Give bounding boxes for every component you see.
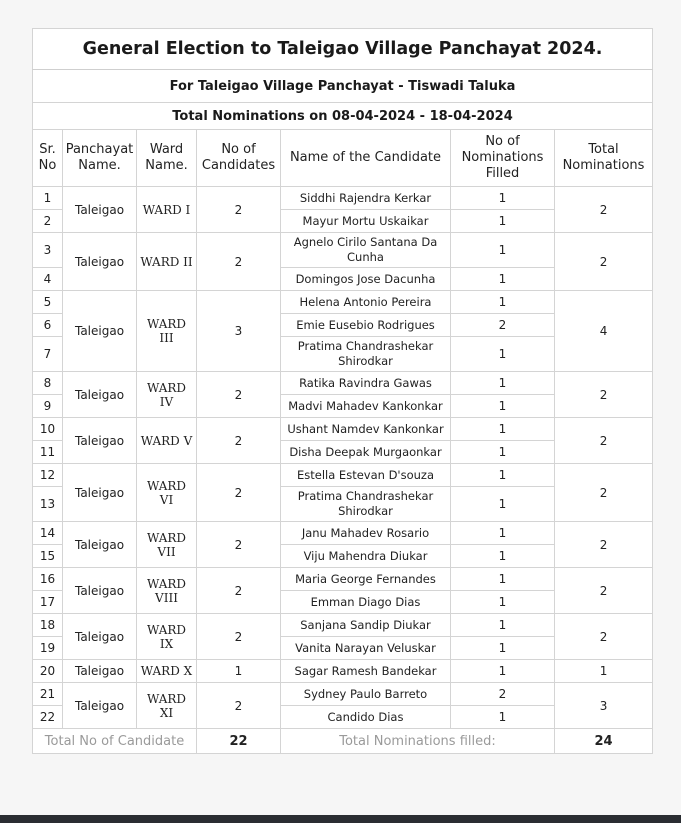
cell-nominations-filled: 1 <box>451 395 555 418</box>
cell-panchayat: Taleigao <box>63 522 137 568</box>
table-row <box>33 233 653 268</box>
cell-ward: WARD XI <box>137 683 197 729</box>
cell-no-candidates: 2 <box>197 418 281 464</box>
table-row <box>33 418 653 441</box>
cell-total-nominations: 2 <box>555 372 653 418</box>
table-row <box>33 372 653 395</box>
cell-candidate-name: Sagar Ramesh Bandekar <box>281 660 451 683</box>
total-candidates-label: Total No of Candidate <box>33 729 197 754</box>
cell-sr: 7 <box>33 337 63 372</box>
table-row <box>33 660 653 683</box>
cell-total-nominations: 4 <box>555 291 653 372</box>
cell-sr: 15 <box>33 545 63 568</box>
total-nominations-label: Total Nominations filled: <box>281 729 555 754</box>
cell-sr: 10 <box>33 418 63 441</box>
cell-nominations-filled: 1 <box>451 637 555 660</box>
cell-ward: WARD VIII <box>137 568 197 614</box>
cell-panchayat: Taleigao <box>63 683 137 729</box>
dates-row <box>33 103 653 130</box>
cell-no-candidates: 2 <box>197 464 281 522</box>
header-row <box>33 130 653 187</box>
header-candidate-name: Name of the Candidate <box>281 130 451 187</box>
header-total-nominations: Total Nominations <box>555 130 653 187</box>
table-row <box>33 614 653 637</box>
cell-candidate-name: Helena Antonio Pereira <box>281 291 451 314</box>
cell-sr: 14 <box>33 522 63 545</box>
cell-sr: 22 <box>33 706 63 729</box>
cell-panchayat: Taleigao <box>63 614 137 660</box>
cell-sr: 2 <box>33 210 63 233</box>
cell-total-nominations: 2 <box>555 464 653 522</box>
cell-ward: WARD X <box>137 660 197 683</box>
cell-nominations-filled: 1 <box>451 268 555 291</box>
nominations-table <box>32 28 653 754</box>
cell-candidate-name: Viju Mahendra Diukar <box>281 545 451 568</box>
cell-nominations-filled: 1 <box>451 706 555 729</box>
cell-ward: WARD VII <box>137 522 197 568</box>
cell-sr: 19 <box>33 637 63 660</box>
cell-no-candidates: 2 <box>197 568 281 614</box>
cell-total-nominations: 2 <box>555 418 653 464</box>
cell-candidate-name: Candido Dias <box>281 706 451 729</box>
cell-no-candidates: 1 <box>197 660 281 683</box>
nomination-dates: Total Nominations on 08-04-2024 - 18-04-2024 <box>33 103 653 130</box>
cell-sr: 18 <box>33 614 63 637</box>
cell-total-nominations: 2 <box>555 187 653 233</box>
header-no-candidates: No of Candidates <box>197 130 281 187</box>
cell-candidate-name: Emie Eusebio Rodrigues <box>281 314 451 337</box>
cell-nominations-filled: 1 <box>451 568 555 591</box>
cell-candidate-name: Sydney Paulo Barreto <box>281 683 451 706</box>
cell-sr: 3 <box>33 233 63 268</box>
cell-panchayat: Taleigao <box>63 187 137 233</box>
cell-nominations-filled: 2 <box>451 314 555 337</box>
cell-ward: WARD IX <box>137 614 197 660</box>
cell-panchayat: Taleigao <box>63 660 137 683</box>
cell-no-candidates: 3 <box>197 291 281 372</box>
cell-ward: WARD III <box>137 291 197 372</box>
cell-sr: 21 <box>33 683 63 706</box>
cell-no-candidates: 2 <box>197 683 281 729</box>
cell-nominations-filled: 1 <box>451 487 555 522</box>
cell-ward: WARD II <box>137 233 197 291</box>
cell-ward: WARD IV <box>137 372 197 418</box>
cell-nominations-filled: 1 <box>451 418 555 441</box>
cell-candidate-name: Emman Diago Dias <box>281 591 451 614</box>
cell-candidate-name: Madvi Mahadev Kankonkar <box>281 395 451 418</box>
cell-candidate-name: Siddhi Rajendra Kerkar <box>281 187 451 210</box>
cell-total-nominations: 2 <box>555 522 653 568</box>
nominations-sheet <box>32 28 652 754</box>
table-row <box>33 683 653 706</box>
cell-candidate-name: Pratima Chandrashekar Shirodkar <box>281 337 451 372</box>
cell-panchayat: Taleigao <box>63 568 137 614</box>
cell-panchayat: Taleigao <box>63 464 137 522</box>
subtitle-row <box>33 70 653 103</box>
cell-nominations-filled: 1 <box>451 522 555 545</box>
cell-candidate-name: Ushant Namdev Kankonkar <box>281 418 451 441</box>
cell-no-candidates: 2 <box>197 372 281 418</box>
cell-candidate-name: Vanita Narayan Veluskar <box>281 637 451 660</box>
cell-nominations-filled: 1 <box>451 233 555 268</box>
cell-sr: 9 <box>33 395 63 418</box>
table-row <box>33 568 653 591</box>
cell-candidate-name: Mayur Mortu Uskaikar <box>281 210 451 233</box>
cell-candidate-name: Ratika Ravindra Gawas <box>281 372 451 395</box>
cell-total-nominations: 1 <box>555 660 653 683</box>
cell-nominations-filled: 1 <box>451 660 555 683</box>
table-row <box>33 464 653 487</box>
cell-candidate-name: Pratima Chandrashekar Shirodkar <box>281 487 451 522</box>
cell-candidate-name: Domingos Jose Dacunha <box>281 268 451 291</box>
cell-candidate-name: Janu Mahadev Rosario <box>281 522 451 545</box>
table-row <box>33 291 653 314</box>
cell-sr: 16 <box>33 568 63 591</box>
cell-sr: 12 <box>33 464 63 487</box>
cell-panchayat: Taleigao <box>63 291 137 372</box>
cell-sr: 1 <box>33 187 63 210</box>
table-row <box>33 187 653 210</box>
cell-candidate-name: Estella Estevan D'souza <box>281 464 451 487</box>
total-nominations-value: 24 <box>555 729 653 754</box>
cell-sr: 11 <box>33 441 63 464</box>
bottom-bar <box>0 815 681 823</box>
cell-nominations-filled: 1 <box>451 591 555 614</box>
cell-sr: 4 <box>33 268 63 291</box>
cell-nominations-filled: 1 <box>451 337 555 372</box>
header-sr: Sr. No <box>33 130 63 187</box>
header-ward: Ward Name. <box>137 130 197 187</box>
cell-panchayat: Taleigao <box>63 372 137 418</box>
table-body <box>33 29 653 754</box>
table-row <box>33 522 653 545</box>
cell-panchayat: Taleigao <box>63 233 137 291</box>
cell-nominations-filled: 1 <box>451 210 555 233</box>
cell-nominations-filled: 1 <box>451 464 555 487</box>
totals-row <box>33 729 653 754</box>
cell-sr: 8 <box>33 372 63 395</box>
cell-nominations-filled: 1 <box>451 187 555 210</box>
cell-panchayat: Taleigao <box>63 418 137 464</box>
title-row <box>33 29 653 70</box>
cell-candidate-name: Maria George Fernandes <box>281 568 451 591</box>
cell-candidate-name: Sanjana Sandip Diukar <box>281 614 451 637</box>
cell-nominations-filled: 1 <box>451 372 555 395</box>
header-nominations-filled: No of Nominations Filled <box>451 130 555 187</box>
cell-no-candidates: 2 <box>197 522 281 568</box>
cell-nominations-filled: 1 <box>451 545 555 568</box>
cell-total-nominations: 2 <box>555 568 653 614</box>
cell-sr: 5 <box>33 291 63 314</box>
cell-ward: WARD I <box>137 187 197 233</box>
cell-sr: 20 <box>33 660 63 683</box>
cell-nominations-filled: 2 <box>451 683 555 706</box>
cell-total-nominations: 2 <box>555 614 653 660</box>
cell-sr: 13 <box>33 487 63 522</box>
cell-ward: WARD VI <box>137 464 197 522</box>
cell-nominations-filled: 1 <box>451 441 555 464</box>
page-subtitle: For Taleigao Village Panchayat - Tiswadi Taluka <box>33 70 653 103</box>
page-title: General Election to Taleigao Village Panchayat 2024. <box>33 29 653 70</box>
cell-no-candidates: 2 <box>197 233 281 291</box>
cell-sr: 6 <box>33 314 63 337</box>
cell-sr: 17 <box>33 591 63 614</box>
cell-candidate-name: Disha Deepak Murgaonkar <box>281 441 451 464</box>
header-panchayat: Panchayat Name. <box>63 130 137 187</box>
cell-nominations-filled: 1 <box>451 291 555 314</box>
total-candidates-value: 22 <box>197 729 281 754</box>
cell-no-candidates: 2 <box>197 614 281 660</box>
cell-total-nominations: 3 <box>555 683 653 729</box>
cell-candidate-name: Agnelo Cirilo Santana Da Cunha <box>281 233 451 268</box>
cell-total-nominations: 2 <box>555 233 653 291</box>
cell-nominations-filled: 1 <box>451 614 555 637</box>
cell-no-candidates: 2 <box>197 187 281 233</box>
cell-ward: WARD V <box>137 418 197 464</box>
